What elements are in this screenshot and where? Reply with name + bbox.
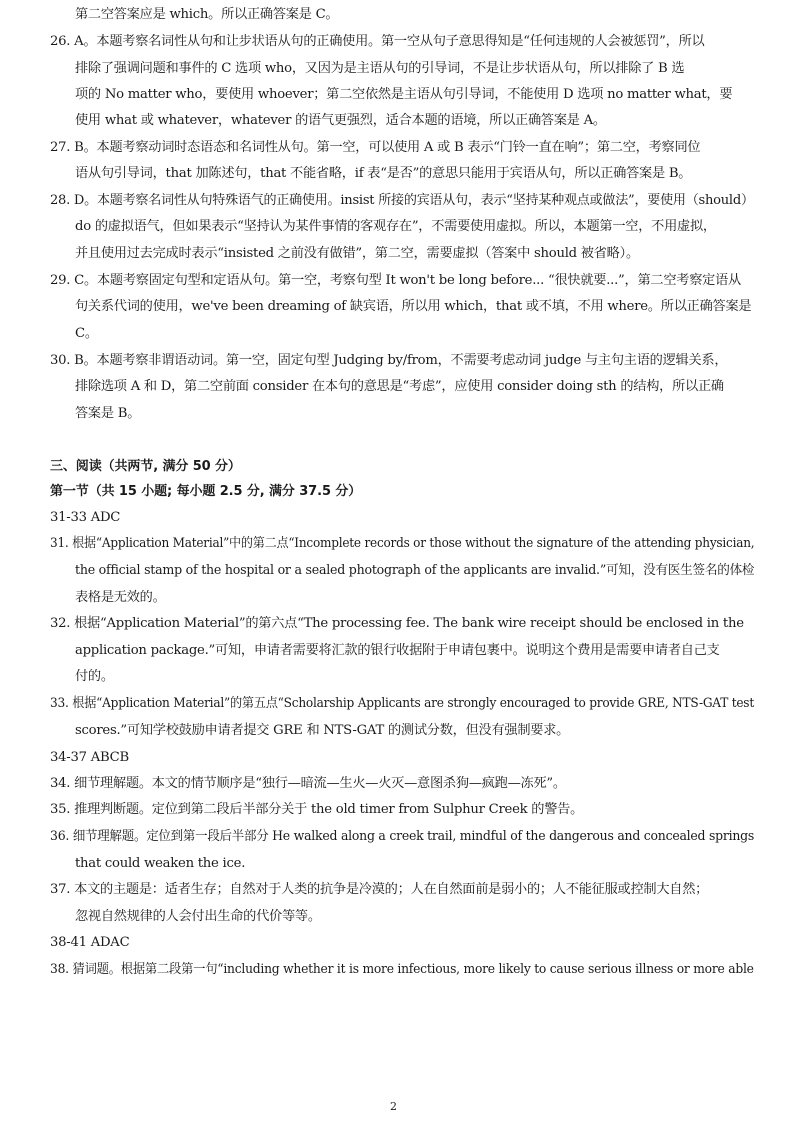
text-line: 排除了强调问题和事件的 C 选项 who，又因为是主语从句的引导词，不是让步状语从句，所以排除了 B 选 xyxy=(75,61,685,76)
text-line: 36. 细节理解题。定位到第一段后半部分 He walked along a creek trail, mindful of the dangerous and concealed springs xyxy=(50,829,755,844)
text-line: 34. 细节理解题。本文的情节顺序是“独行—暗流—生火—火灭—意图杀狗—疯跑—冻死”。 xyxy=(50,776,566,791)
text-line: 35. 推理判断题。定位到第二段后半部分关于 the old timer from Sulphur Creek 的警告。 xyxy=(50,802,584,817)
text-line: 37. 本文的主题是：适者生存；自然对于人类的抗争是冷漠的；人在自然面前是弱小的；人不能征服或控制大自然； xyxy=(50,882,709,897)
text-line: 使用 what 或 whatever，whatever 的语气更强烈，适合本题的语境，所以正确答案是 A。 xyxy=(75,113,606,128)
text-line: 29. C。本题考察固定句型和定语从句。第一空，考察句型 It won't be long before... “很快就要...”，第二空考察定语从 xyxy=(50,273,741,288)
text-line: 28. D。本题考察名词性从句特殊语气的正确使用。insist 所接的宾语从句，表示“坚持某种观点或做法”，要使用（should） xyxy=(50,193,754,208)
text-line: 忽视自然规律的人会付出生命的代价等等。 xyxy=(75,909,321,924)
text-line: 26. A。本题考察名词性从句和让步状语从句的正确使用。第一空从句子意思得知是“任何违规的人会被惩罚”，所以 xyxy=(50,34,705,49)
answer-key: 34-37 ABCB xyxy=(50,750,129,765)
text-line: 表格是无效的。 xyxy=(75,590,166,605)
answer-key: 38-41 ADAC xyxy=(50,935,130,950)
page-number: 2 xyxy=(390,1100,397,1113)
text-line: 答案是 B。 xyxy=(75,406,141,421)
text-line: 排除选项 A 和 D，第二空前面 consider 在本句的意思是“考虑”，应使用 consider doing sth 的结构，所以正确 xyxy=(75,379,724,394)
text-line: C。 xyxy=(75,326,98,341)
text-line: 30. B。本题考察非谓语动词。第一空，固定句型 Judging by/from，不需要考虑动词 judge 与主句主语的逻辑关系， xyxy=(50,353,728,368)
text-line: 语从句引导词，that 加陈述句，that 不能省略，if 表“是否”的意思只能用于宾语从句，所以正确答案是 B。 xyxy=(75,166,692,181)
text-line: 32. 根据“Application Material”的第六点“The processing fee. The bank wire receipt should be enclosed in the xyxy=(50,616,744,631)
text-line: scores.”可知学校鼓励申请者提交 GRE 和 NTS-GAT 的测试分数，但没有强制要求。 xyxy=(75,723,570,738)
text-line: 付的。 xyxy=(75,669,114,684)
text-line: 27. B。本题考察动词时态语态和名词性从句。第一空，可以使用 A 或 B 表示“门铃一直在响”；第二空，考察同位 xyxy=(50,140,701,155)
answer-key: 31-33 ADC xyxy=(50,510,121,525)
text-line: 31. 根据“Application Material”中的第二点“Incomplete records or those without the signature of the attending physician, xyxy=(50,536,755,551)
text-line: 33. 根据“Application Material”的第五点“Scholarship Applicants are strongly encouraged to provide GRE, NTS-GAT test xyxy=(50,696,754,711)
text-line: 句关系代词的使用，we've been dreaming of 缺宾语，所以用 which，that 或不填，不用 where。所以正确答案是 xyxy=(75,299,752,314)
section-heading: 三、阅读（共两节, 满分 50 分） xyxy=(50,459,241,474)
text-line: the official stamp of the hospital or a sealed photograph of the applicants are invalid.”可知，没有医生签名的体检 xyxy=(75,563,755,578)
text-line: do 的虚拟语气，但如果表示“坚持认为某件事情的客观存在”，不需要使用虚拟。所以，本题第一空，不用虚拟， xyxy=(75,219,716,234)
text-line: 第二空答案应是 which。所以正确答案是 C。 xyxy=(75,7,339,22)
text-line: application package.”可知，申请者需要将汇款的银行收据附于申请包裹中。说明这个费用是需要申请者自己支 xyxy=(75,643,720,658)
text-line: that could weaken the ice. xyxy=(75,856,246,871)
text-line: 并且使用过去完成时表示“insisted 之前没有做错”，第二空，需要虚拟（答案中 should 被省略）。 xyxy=(75,246,639,261)
subsection-heading: 第一节（共 15 小题; 每小题 2.5 分, 满分 37.5 分） xyxy=(50,484,362,499)
text-line: 38. 猜词题。根据第二段第一句“including whether it is more infectious, more likely to cause serious illness or more able xyxy=(50,962,754,977)
text-line: 项的 No matter who，要使用 whoever；第二空依然是主语从句引导词，不能使用 D 选项 no matter what，要 xyxy=(75,87,733,102)
